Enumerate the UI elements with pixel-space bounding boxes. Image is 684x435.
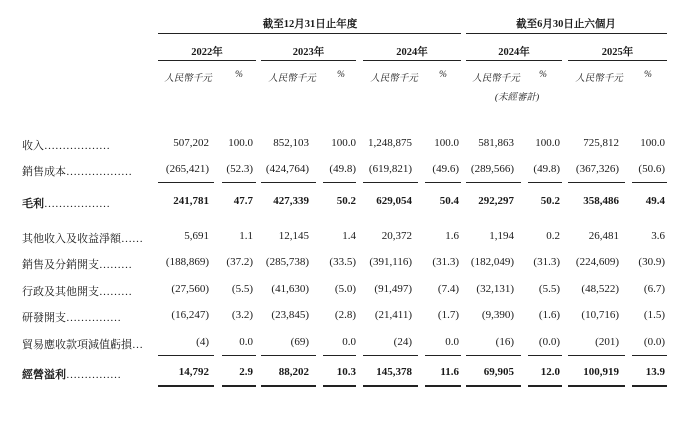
cell-value: 26,481	[588, 230, 619, 242]
row-label-leader: …	[132, 339, 143, 351]
row-label	[22, 256, 132, 272]
row-label-text: 貿易應收款項減值虧損	[22, 339, 132, 351]
cell-value: 49.4	[645, 195, 665, 207]
row-label	[22, 195, 110, 211]
unit-amount-2023: 人民幣千元	[268, 74, 316, 84]
column-rule	[261, 355, 316, 356]
cell-value: (41,630)	[271, 283, 309, 295]
column-rule	[158, 385, 214, 387]
cell-value: (52.3)	[226, 163, 253, 175]
unit-amount-h1-2024: 人民幣千元	[472, 74, 520, 84]
row-label-text: 研發開支	[22, 312, 66, 324]
unit-percent-2023: %	[337, 70, 345, 80]
row-label-leader: ……	[121, 233, 143, 245]
cell-value: (265,421)	[165, 163, 209, 175]
group-rule-six-months	[466, 33, 667, 34]
column-rule	[323, 355, 356, 356]
column-rule	[632, 385, 667, 387]
column-rule	[568, 182, 625, 183]
column-rule	[632, 182, 667, 183]
cell-value: (91,497)	[374, 283, 412, 295]
cell-value: 12,145	[278, 230, 309, 242]
column-rule	[222, 182, 256, 183]
cell-value: 0.0	[239, 336, 253, 348]
cell-value: (48,522)	[581, 283, 619, 295]
cell-value: (1.7)	[437, 309, 459, 321]
row-label-text: 行政及其他開支	[22, 286, 99, 298]
row-label-leader: ……………	[66, 369, 121, 381]
row-label-text: 毛利	[22, 198, 44, 210]
column-rule	[363, 385, 418, 387]
cell-value: 5,691	[184, 230, 209, 242]
column-rule	[528, 385, 562, 387]
row-label	[22, 366, 121, 382]
group-rule-annual	[158, 33, 461, 34]
cell-value: (201)	[595, 336, 619, 348]
row-label-text: 銷售成本	[22, 166, 66, 178]
year-header-2024: 2024年	[396, 47, 428, 58]
cell-value: (37.2)	[226, 256, 253, 268]
column-rule	[222, 355, 256, 356]
cell-value: 88,202	[278, 366, 309, 378]
cell-value: (188,869)	[165, 256, 209, 268]
cell-value: (619,821)	[368, 163, 412, 175]
group-header-annual: 截至12月31日止年度	[262, 19, 358, 30]
cell-value: (50.6)	[638, 163, 665, 175]
cell-value: 358,486	[583, 195, 619, 207]
column-rule	[466, 182, 521, 183]
cell-value: (2.8)	[334, 309, 356, 321]
cell-value: (31.3)	[432, 256, 459, 268]
cell-value: 2.9	[239, 366, 253, 378]
row-label-text: 收入	[22, 140, 44, 152]
cell-value: 50.4	[439, 195, 459, 207]
column-rule	[222, 385, 256, 387]
cell-value: 725,812	[583, 137, 619, 149]
cell-value: (6.7)	[643, 283, 665, 295]
column-rule	[323, 182, 356, 183]
cell-value: (285,738)	[265, 256, 309, 268]
column-rule	[568, 355, 625, 356]
cell-value: (182,049)	[470, 256, 514, 268]
cell-value: 145,378	[376, 366, 412, 378]
unit-amount-h1-2025: 人民幣千元	[575, 74, 623, 84]
cell-value: 10.3	[336, 366, 356, 378]
cell-value: 100,919	[583, 366, 619, 378]
cell-value: 100.0	[640, 137, 665, 149]
column-rule	[261, 182, 316, 183]
cell-value: (30.9)	[638, 256, 665, 268]
group-header-six-months: 截至6月30日止六個月	[516, 19, 616, 30]
year-rule-2023	[261, 60, 356, 61]
cell-value: 12.0	[540, 366, 560, 378]
cell-value: 0.0	[342, 336, 356, 348]
cell-value: 100.0	[535, 137, 560, 149]
column-rule	[466, 385, 521, 387]
year-rule-h1-2024	[466, 60, 562, 61]
cell-value: (31.3)	[533, 256, 560, 268]
cell-value: 292,297	[478, 195, 514, 207]
cell-value: 100.0	[331, 137, 356, 149]
cell-value: 50.2	[336, 195, 356, 207]
cell-value: (33.5)	[329, 256, 356, 268]
cell-value: 100.0	[228, 137, 253, 149]
row-label-leader: ………………	[44, 198, 110, 210]
cell-value: 1.1	[239, 230, 253, 242]
cell-value: (16)	[495, 336, 514, 348]
cell-value: (16,247)	[171, 309, 209, 321]
row-label	[22, 283, 132, 299]
column-rule	[528, 355, 562, 356]
cell-value: (1.5)	[643, 309, 665, 321]
cell-value: 1,194	[489, 230, 514, 242]
unit-percent-h1-2024: %	[539, 70, 547, 80]
cell-value: (0.0)	[538, 336, 560, 348]
cell-value: (289,566)	[470, 163, 514, 175]
cell-value: 11.6	[440, 366, 459, 378]
cell-value: (391,116)	[369, 256, 412, 268]
row-label-text: 銷售及分銷開支	[22, 259, 99, 271]
year-rule-2022	[158, 60, 256, 61]
row-label-leader: ………………	[66, 166, 132, 178]
cell-value: 241,781	[173, 195, 209, 207]
cell-value: (27,560)	[171, 283, 209, 295]
cell-value: 629,054	[376, 195, 412, 207]
cell-value: (5.5)	[538, 283, 560, 295]
cell-value: (1.6)	[538, 309, 560, 321]
column-rule	[425, 182, 461, 183]
cell-value: (69)	[290, 336, 309, 348]
year-header-2023: 2023年	[292, 47, 325, 58]
column-rule	[158, 182, 214, 183]
row-label	[22, 163, 132, 179]
year-rule-2024	[363, 60, 461, 61]
cell-value: (32,131)	[476, 283, 514, 295]
column-rule	[466, 355, 521, 356]
row-label	[22, 230, 143, 246]
row-label	[22, 309, 121, 325]
column-rule	[425, 385, 461, 387]
cell-value: (10,716)	[581, 309, 619, 321]
cell-value: (9,390)	[481, 309, 514, 321]
cell-value: 581,863	[478, 137, 514, 149]
cell-value: 3.6	[651, 230, 665, 242]
cell-value: 0.2	[546, 230, 560, 242]
column-rule	[528, 182, 562, 183]
cell-value: (5.0)	[334, 283, 356, 295]
cell-value: 50.2	[540, 195, 560, 207]
cell-value: (3.2)	[231, 309, 253, 321]
cell-value: 47.7	[233, 195, 253, 207]
cell-value: 1.6	[445, 230, 459, 242]
cell-value: 69,905	[483, 366, 514, 378]
row-label	[22, 137, 110, 153]
year-header-h1-2024: 2024年	[498, 47, 530, 58]
column-rule	[363, 355, 418, 356]
unit-percent-2022: %	[235, 70, 243, 80]
column-rule	[363, 182, 418, 183]
cell-value: (4)	[196, 336, 209, 348]
cell-value: 852,103	[273, 137, 309, 149]
cell-value: 100.0	[434, 137, 459, 149]
cell-value: (424,764)	[265, 163, 309, 175]
row-label-text: 其他收入及收益淨額	[22, 233, 121, 245]
cell-value: 427,339	[273, 195, 309, 207]
cell-value: 507,202	[173, 137, 209, 149]
row-label-leader: ………	[99, 286, 132, 298]
column-rule	[323, 385, 356, 387]
cell-value: (21,411)	[374, 309, 412, 321]
cell-value: (224,609)	[575, 256, 619, 268]
cell-value: 0.0	[445, 336, 459, 348]
cell-value: (5.5)	[231, 283, 253, 295]
column-rule	[568, 385, 625, 387]
year-rule-h1-2025	[568, 60, 667, 61]
year-header-h1-2025: 2025年	[601, 47, 634, 58]
unaudited-note: (未經審計)	[494, 93, 540, 103]
row-label-leader: ………	[99, 259, 132, 271]
unit-amount-2024: 人民幣千元	[370, 74, 418, 84]
cell-value: (49.8)	[329, 163, 356, 175]
cell-value: (23,845)	[271, 309, 309, 321]
row-label-text: 經營溢利	[22, 369, 66, 381]
column-rule	[261, 385, 316, 387]
row-label	[22, 336, 143, 352]
cell-value: 14,792	[178, 366, 209, 378]
column-rule	[158, 355, 214, 356]
cell-value: 1.4	[342, 230, 356, 242]
cell-value: (49.6)	[432, 163, 459, 175]
column-rule	[632, 355, 667, 356]
unit-amount-2022: 人民幣千元	[164, 74, 212, 84]
cell-value: (367,326)	[575, 163, 619, 175]
unit-percent-h1-2025: %	[644, 70, 652, 80]
year-header-2022: 2022年	[191, 47, 223, 58]
cell-value: 1,248,875	[368, 137, 412, 149]
cell-value: 13.9	[645, 366, 665, 378]
cell-value: (24)	[393, 336, 412, 348]
cell-value: (0.0)	[643, 336, 665, 348]
cell-value: (7.4)	[437, 283, 459, 295]
row-label-leader: ………………	[44, 140, 110, 152]
unit-percent-2024: %	[439, 70, 447, 80]
column-rule	[425, 355, 461, 356]
row-label-leader: ……………	[66, 312, 121, 324]
cell-value: 20,372	[381, 230, 412, 242]
cell-value: (49.8)	[533, 163, 560, 175]
